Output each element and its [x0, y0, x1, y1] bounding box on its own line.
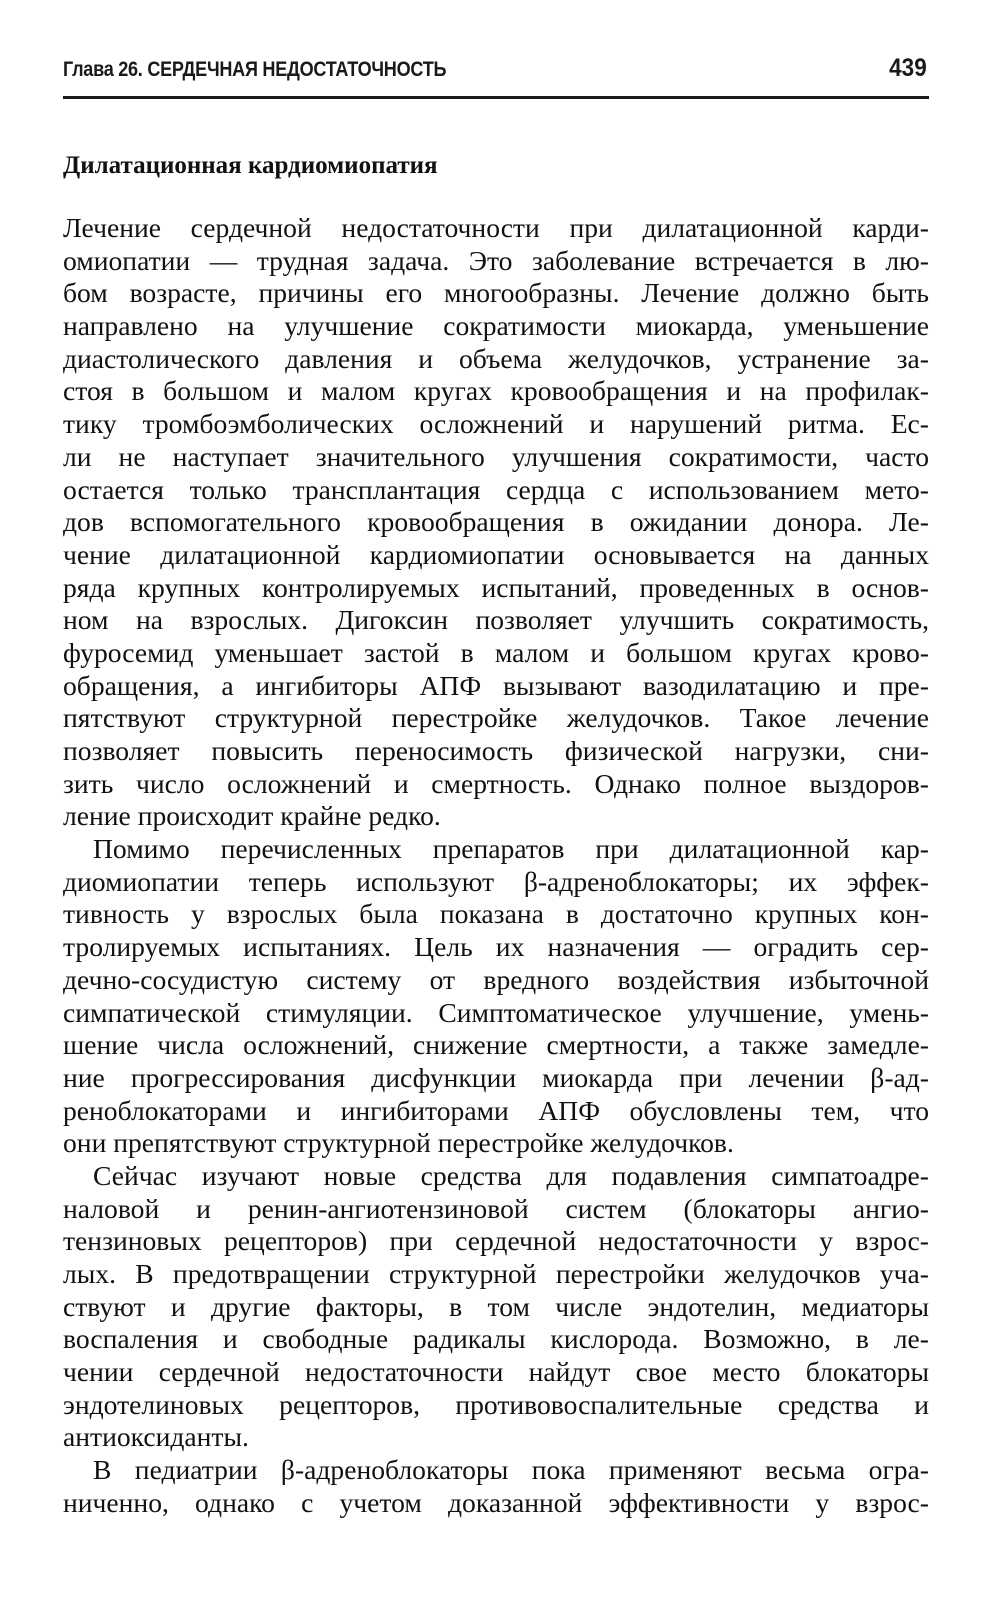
text-line: чение дилатационной кардиомиопатии основывается на данных: [63, 538, 929, 570]
text-line: Помимо перечисленных препаратов при дилатационной кар-: [93, 833, 929, 865]
text-line: шение числа осложнений, снижение смертности, а также замедле-: [63, 1029, 929, 1061]
text-line: бом возрасте, причины его многообразны. Лечение должно быть: [63, 277, 929, 309]
page-number: 439: [889, 54, 927, 82]
text-line: диастолического давления и объема желудочков, устранение за-: [63, 342, 929, 374]
text-line: пятствуют структурной перестройке желудочков. Такое лечение: [63, 702, 929, 734]
text-line: омиопатии — трудная задача. Это заболевание встречается в лю-: [63, 244, 929, 276]
text-line: фуросемид уменьшает застой в малом и большом кругах крово-: [63, 636, 929, 668]
text-line: эндотелиновых рецепторов, противовоспалительные средства и: [63, 1388, 929, 1420]
text-line: симпатической стимуляции. Симптоматическое улучшение, умень-: [63, 996, 929, 1028]
text-line: позволяет повысить переносимость физической нагрузки, сни-: [63, 735, 929, 766]
text-line: лых. В предотвращении структурной перестройки желудочков уча-: [63, 1258, 929, 1289]
text-line: ствуют и другие факторы, в том числе эндотелин, медиаторы: [63, 1290, 929, 1322]
text-line: ном на взрослых. Дигоксин позволяет улучшить сократимость,: [63, 604, 929, 636]
text-line: ление происходит крайне редко.: [63, 800, 441, 832]
text-line: направлено на улучшение сократимости миокарда, уменьшение: [63, 310, 929, 342]
text-line: тролируемых испытаниях. Цель их назначения — оградить сер-: [63, 931, 929, 963]
text-line: Лечение сердечной недостаточности при дилатационной карди-: [63, 212, 929, 243]
text-line: зить число осложнений и смертность. Однако полное выздоров-: [63, 767, 929, 799]
paragraph: [63, 833, 929, 1160]
text-line: ниченно, однако с учетом доказанной эффективности у взрос-: [63, 1486, 929, 1518]
text-line: чении сердечной недостаточности найдут свое место блокаторы: [63, 1356, 929, 1388]
text-line: ряда крупных контролируемых испытаний, проведенных в основ-: [63, 571, 929, 603]
text-line: дечно-сосудистую систему от вредного воздействия избыточной: [63, 963, 929, 995]
text-line: они препятствуют структурной перестройке желудочков.: [63, 1127, 734, 1159]
text-line: реноблокаторами и ингибиторами АПФ обусловлены тем, что: [63, 1094, 929, 1126]
text-line: ли не наступает значительного улучшения сократимости, часто: [63, 440, 929, 472]
text-line: дов вспомогательного кровообращения в ожидании донора. Ле-: [63, 506, 929, 538]
text-line: антиоксиданты.: [63, 1421, 249, 1453]
text-line: тензиновых рецепторов) при сердечной недостаточности у взрос-: [63, 1225, 929, 1257]
running-header: [63, 52, 929, 99]
text-line: тивность у взрослых была показана в достаточно крупных кон-: [63, 898, 929, 930]
body-text: [63, 212, 929, 1520]
text-line: обращения, а ингибиторы АПФ вызывают вазодилатацию и пре-: [63, 669, 929, 701]
section-heading: Дилатационная кардиомиопатия: [63, 152, 438, 179]
text-line: тику тромбоэмболических осложнений и нарушений ритма. Ес-: [63, 408, 929, 440]
text-line: остается только трансплантация сердца с использованием мето-: [63, 473, 929, 505]
text-line: диомиопатии теперь используют β-адреноблокаторы; их эффек-: [63, 865, 929, 897]
text-line: В педиатрии β-адреноблокаторы пока применяют весьма огра-: [93, 1454, 929, 1486]
text-line: Сейчас изучают новые средства для подавления симпатоадре-: [93, 1159, 929, 1191]
running-title: Глава 26. СЕРДЕЧНАЯ НЕДОСТАТОЧНОСТЬ: [63, 58, 447, 81]
text-line: наловой и ренин-ангиотензиновой систем (блокаторы ангио-: [63, 1192, 929, 1224]
paragraph: [63, 1454, 929, 1519]
paragraph: [63, 212, 929, 833]
paragraph: [63, 1160, 929, 1454]
text-line: стоя в большом и малом кругах кровообращения и на профилак-: [63, 375, 929, 407]
text-line: ние прогрессирования дисфункции миокарда при лечении β-ад-: [63, 1061, 929, 1093]
text-line: воспаления и свободные радикалы кислорода. Возможно, в ле-: [63, 1323, 929, 1355]
